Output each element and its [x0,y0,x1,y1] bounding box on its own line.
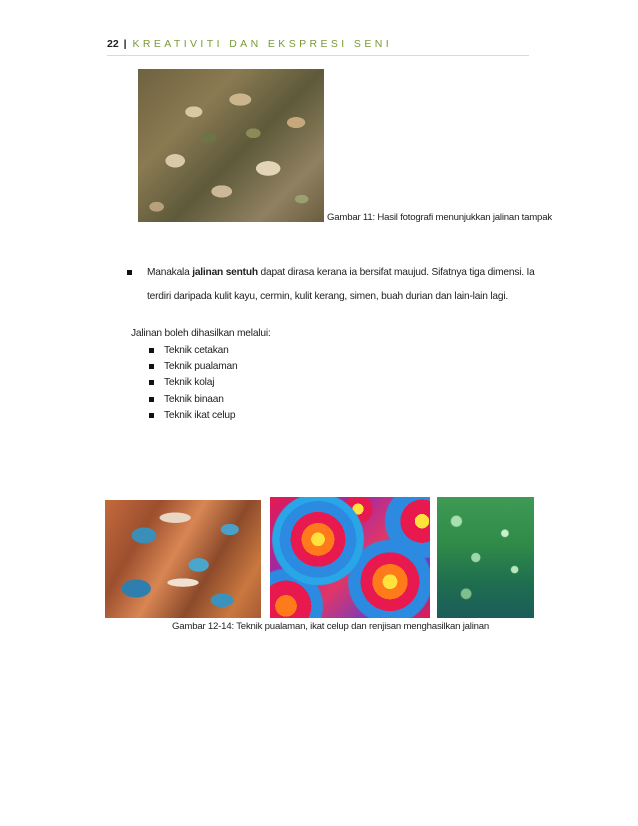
bullet-square-icon [127,270,132,275]
techniques-intro: Jalinan boleh dihasilkan melalui: [131,328,271,339]
header-title: KREATIVITI DAN EKSPRESI SENI [132,38,393,50]
figure-11-caption: Gambar 11: Hasil fotografi menunjukkan jalinan tampak [327,212,552,223]
bullet-lead: Manakala [147,267,193,278]
marbling-photo [105,500,261,618]
technique-label: Teknik pualaman [164,361,238,373]
bullet-square-icon [149,413,154,418]
bullet-line-2: terdiri daripada kulit kayu, cermin, kulit kerang, simen, buah durian dan lain-lain lagi. [147,291,509,302]
bullet-square-icon [149,380,154,385]
technique-label: Teknik cetakan [164,345,229,356]
technique-label: Teknik kolaj [164,377,215,389]
list-item [149,410,237,426]
bullet-line-1 [147,267,535,278]
list-item [149,394,237,410]
splatter-photo [437,497,534,618]
list-item [149,361,237,377]
list-item [149,377,237,393]
technique-label: Teknik ikat celup [164,409,236,421]
page-header [107,38,527,54]
dry-leaves-photo [138,69,324,222]
bullet-square-icon [149,397,154,402]
header-separator: | [123,38,127,50]
tie-dye-photo [270,497,430,618]
header-divider [107,55,529,56]
bullet-rest: dapat dirasa kerana ia bersifat maujud. Sifatnya tiga dimensi. Ia [257,267,535,278]
list-item [149,345,237,361]
bullet-bold-term: jalinan sentuh [192,267,258,278]
bullet-square-icon [149,364,154,369]
bullet-square-icon [149,348,154,353]
technique-label: Teknik binaan [164,393,224,405]
page-number: 22 [107,38,119,50]
techniques-list [149,345,237,426]
figure-12-14-caption: Gambar 12-14: Teknik pualaman, ikat celup dan renjisan menghasilkan jalinan [172,621,490,632]
